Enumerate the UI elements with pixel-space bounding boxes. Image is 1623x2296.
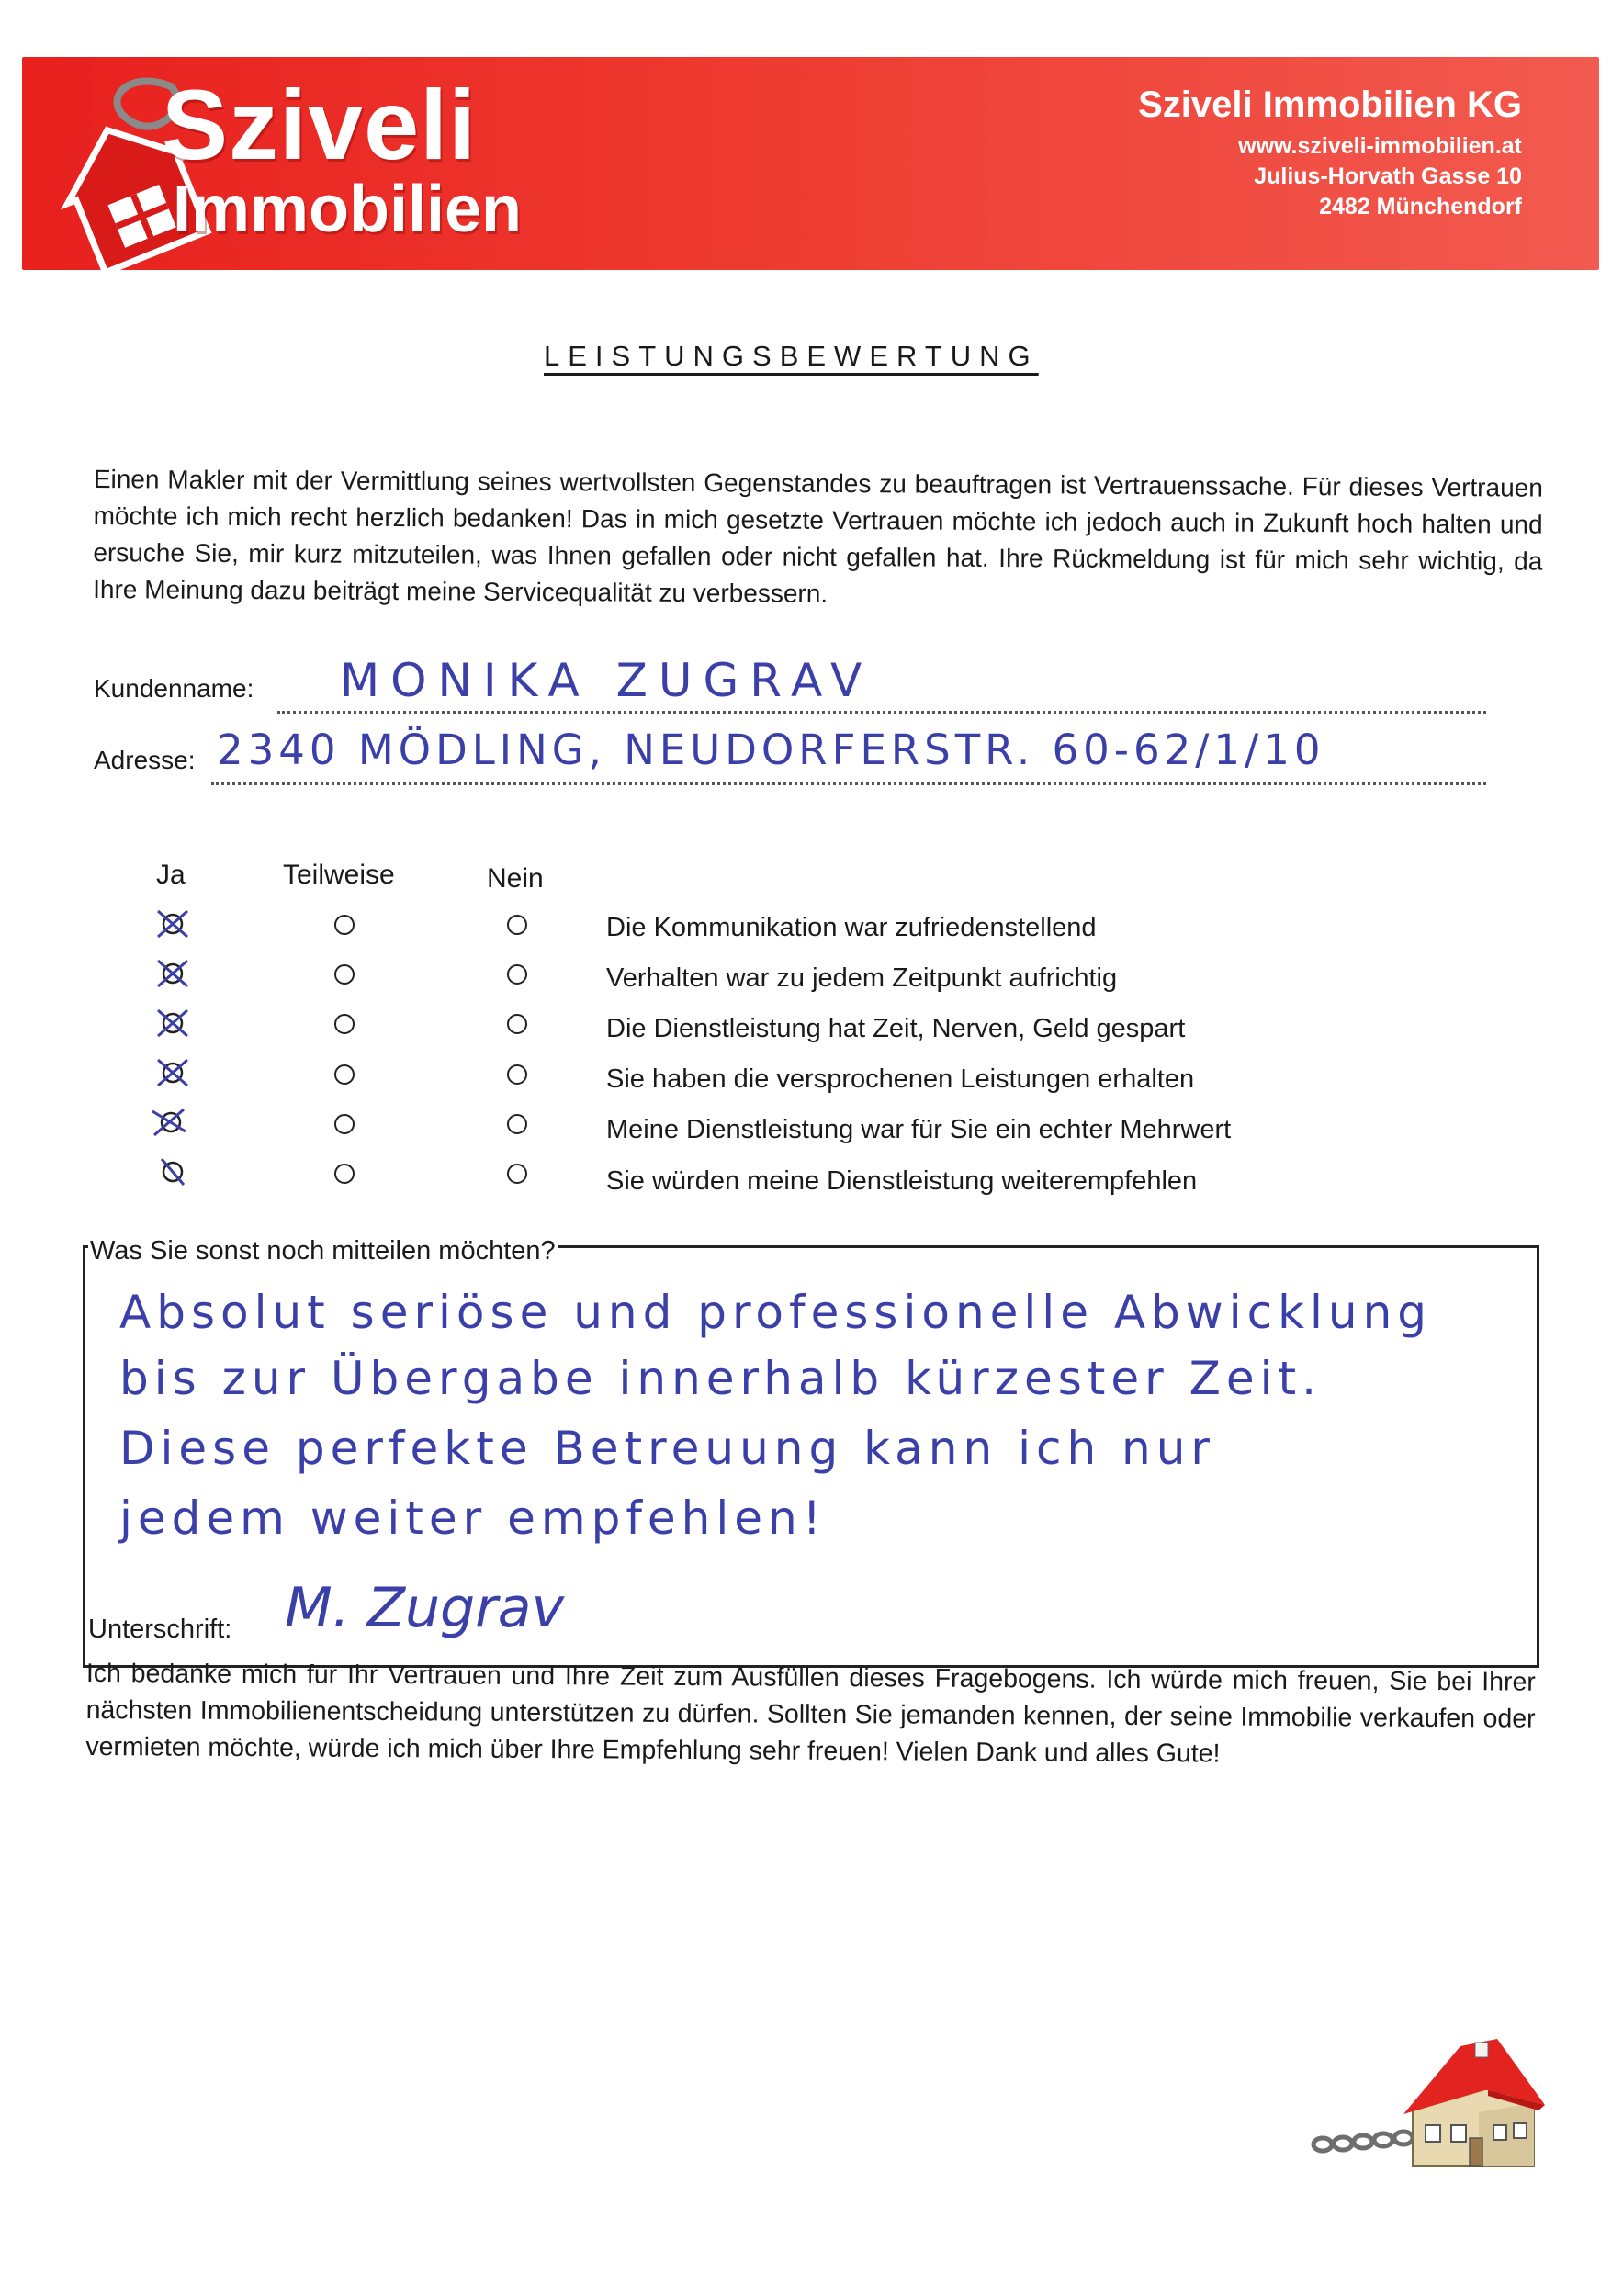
rating-statement: Sie würden meine Dienstleistung weiterempfehlen: [606, 1166, 1198, 1196]
radio-partial[interactable]: [334, 1114, 355, 1134]
signature: M. Zugrav: [285, 1576, 565, 1640]
radio-no[interactable]: [507, 1064, 527, 1085]
col-yes-header: Ja: [156, 860, 186, 890]
company-name: Sziveli Immobilien KG: [1138, 84, 1522, 125]
comment-line: Absolut seriöse und professionelle Abwicklung: [119, 1286, 1433, 1339]
customer-name-value[interactable]: MONIKA ZUGRAV: [340, 654, 873, 707]
radio-no[interactable]: [507, 915, 527, 935]
checked-yes-icon[interactable]: [152, 1005, 193, 1041]
rating-statement: Verhalten war zu jedem Zeitpunkt aufrichtig: [606, 963, 1118, 993]
radio-no[interactable]: [507, 1164, 527, 1184]
customer-name-label: Kundenname:: [94, 674, 254, 703]
intro-paragraph: Einen Makler mit der Vermittlung seines wertvollsten Gegenstandes zu beauftragen ist Vertrauenssache. Für dieses Vertrauen möchte ich mich recht herzlich bedanken! Das in mich gesetzte Vertrauen möchte ich jedoch auch in Zukunft hoch halten und ersuche Sie, mir kurz mitzuteilen, was Ihnen gefallen oder nicht gefallen hat. Ihre Rückmeldung ist für mich sehr wichtig, da Ihre Meinung dazu beiträgt meine Servicequalität zu verbessern.: [93, 464, 1543, 608]
col-partial-header: Teilweise: [283, 860, 395, 890]
signature-label: Unterschrift:: [88, 1615, 232, 1644]
rating-statement: Die Dienstleistung hat Zeit, Nerven, Geld gespart: [606, 1014, 1186, 1043]
company-info: [1138, 84, 1522, 222]
radio-partial[interactable]: [334, 1064, 355, 1085]
checked-yes-icon[interactable]: [152, 1054, 193, 1091]
closing-paragraph: Ich bedanke mich für Ihr Vertrauen und Ihre Zeit zum Ausfüllen dieses Fragebogens. Ich würde mich freuen, Sie bei Ihrer nächsten Immobilienentscheidung unterstützen zu dürfen. Sollten Sie jemanden kennen, der seine Immobilie verkaufen oder vermieten möchte, würde ich mich über Ihre Empfehlung sehr freuen! Vielen Dank und alles Gute!: [85, 1658, 1536, 1769]
radio-no[interactable]: [507, 964, 527, 985]
checked-yes-icon[interactable]: [152, 1154, 193, 1190]
comment-line: jedem weiter empfehlen!: [119, 1491, 827, 1545]
rating-statement: Meine Dienstleistung war für Sie ein echter Mehrwert: [606, 1115, 1232, 1144]
radio-partial[interactable]: [334, 964, 355, 985]
radio-partial[interactable]: [334, 915, 355, 935]
customer-address-line: [211, 782, 1486, 785]
company-logo: [33, 68, 523, 270]
radio-partial[interactable]: [334, 1164, 355, 1184]
customer-address-row: [94, 746, 196, 775]
company-street: Julius-Horvath Gasse 10: [1254, 163, 1522, 189]
col-no-header: Nein: [487, 863, 544, 894]
radio-partial[interactable]: [334, 1014, 355, 1034]
company-website: www.sziveli-immobilien.at: [1238, 133, 1522, 159]
customer-address-value[interactable]: 2340 MÖDLING, NEUDORFERSTR. 60-62/1/10: [217, 726, 1325, 774]
house-with-keys-icon: [1304, 2030, 1561, 2177]
comment-line: bis zur Übergabe innerhalb kürzester Zeit.: [119, 1352, 1323, 1405]
customer-address-label: Adresse:: [94, 746, 196, 774]
checked-yes-icon[interactable]: [152, 955, 193, 992]
customer-name-line: [277, 711, 1486, 714]
comments-label: Was Sie sonst noch mitteilen möchten?: [90, 1236, 556, 1266]
rating-statement: Sie haben die versprochenen Leistungen erhalten: [606, 1064, 1195, 1094]
page-title: LEISTUNGSBEWERTUNG: [544, 340, 1039, 372]
radio-no[interactable]: [507, 1014, 527, 1034]
company-city: 2482 Münchendorf: [1319, 194, 1522, 219]
radio-no[interactable]: [507, 1114, 527, 1134]
checked-yes-icon[interactable]: [152, 906, 193, 942]
logo-wordmark-bottom: Immobilien: [173, 173, 523, 246]
comment-line: Diese perfekte Betreuung kann ich nur: [119, 1422, 1215, 1475]
rating-statement: Die Kommunikation war zufriedenstellend: [606, 913, 1097, 942]
logo-wordmark-top: Sziveli: [162, 69, 478, 180]
customer-name-row: [94, 674, 254, 703]
checked-yes-icon[interactable]: [149, 1104, 189, 1141]
